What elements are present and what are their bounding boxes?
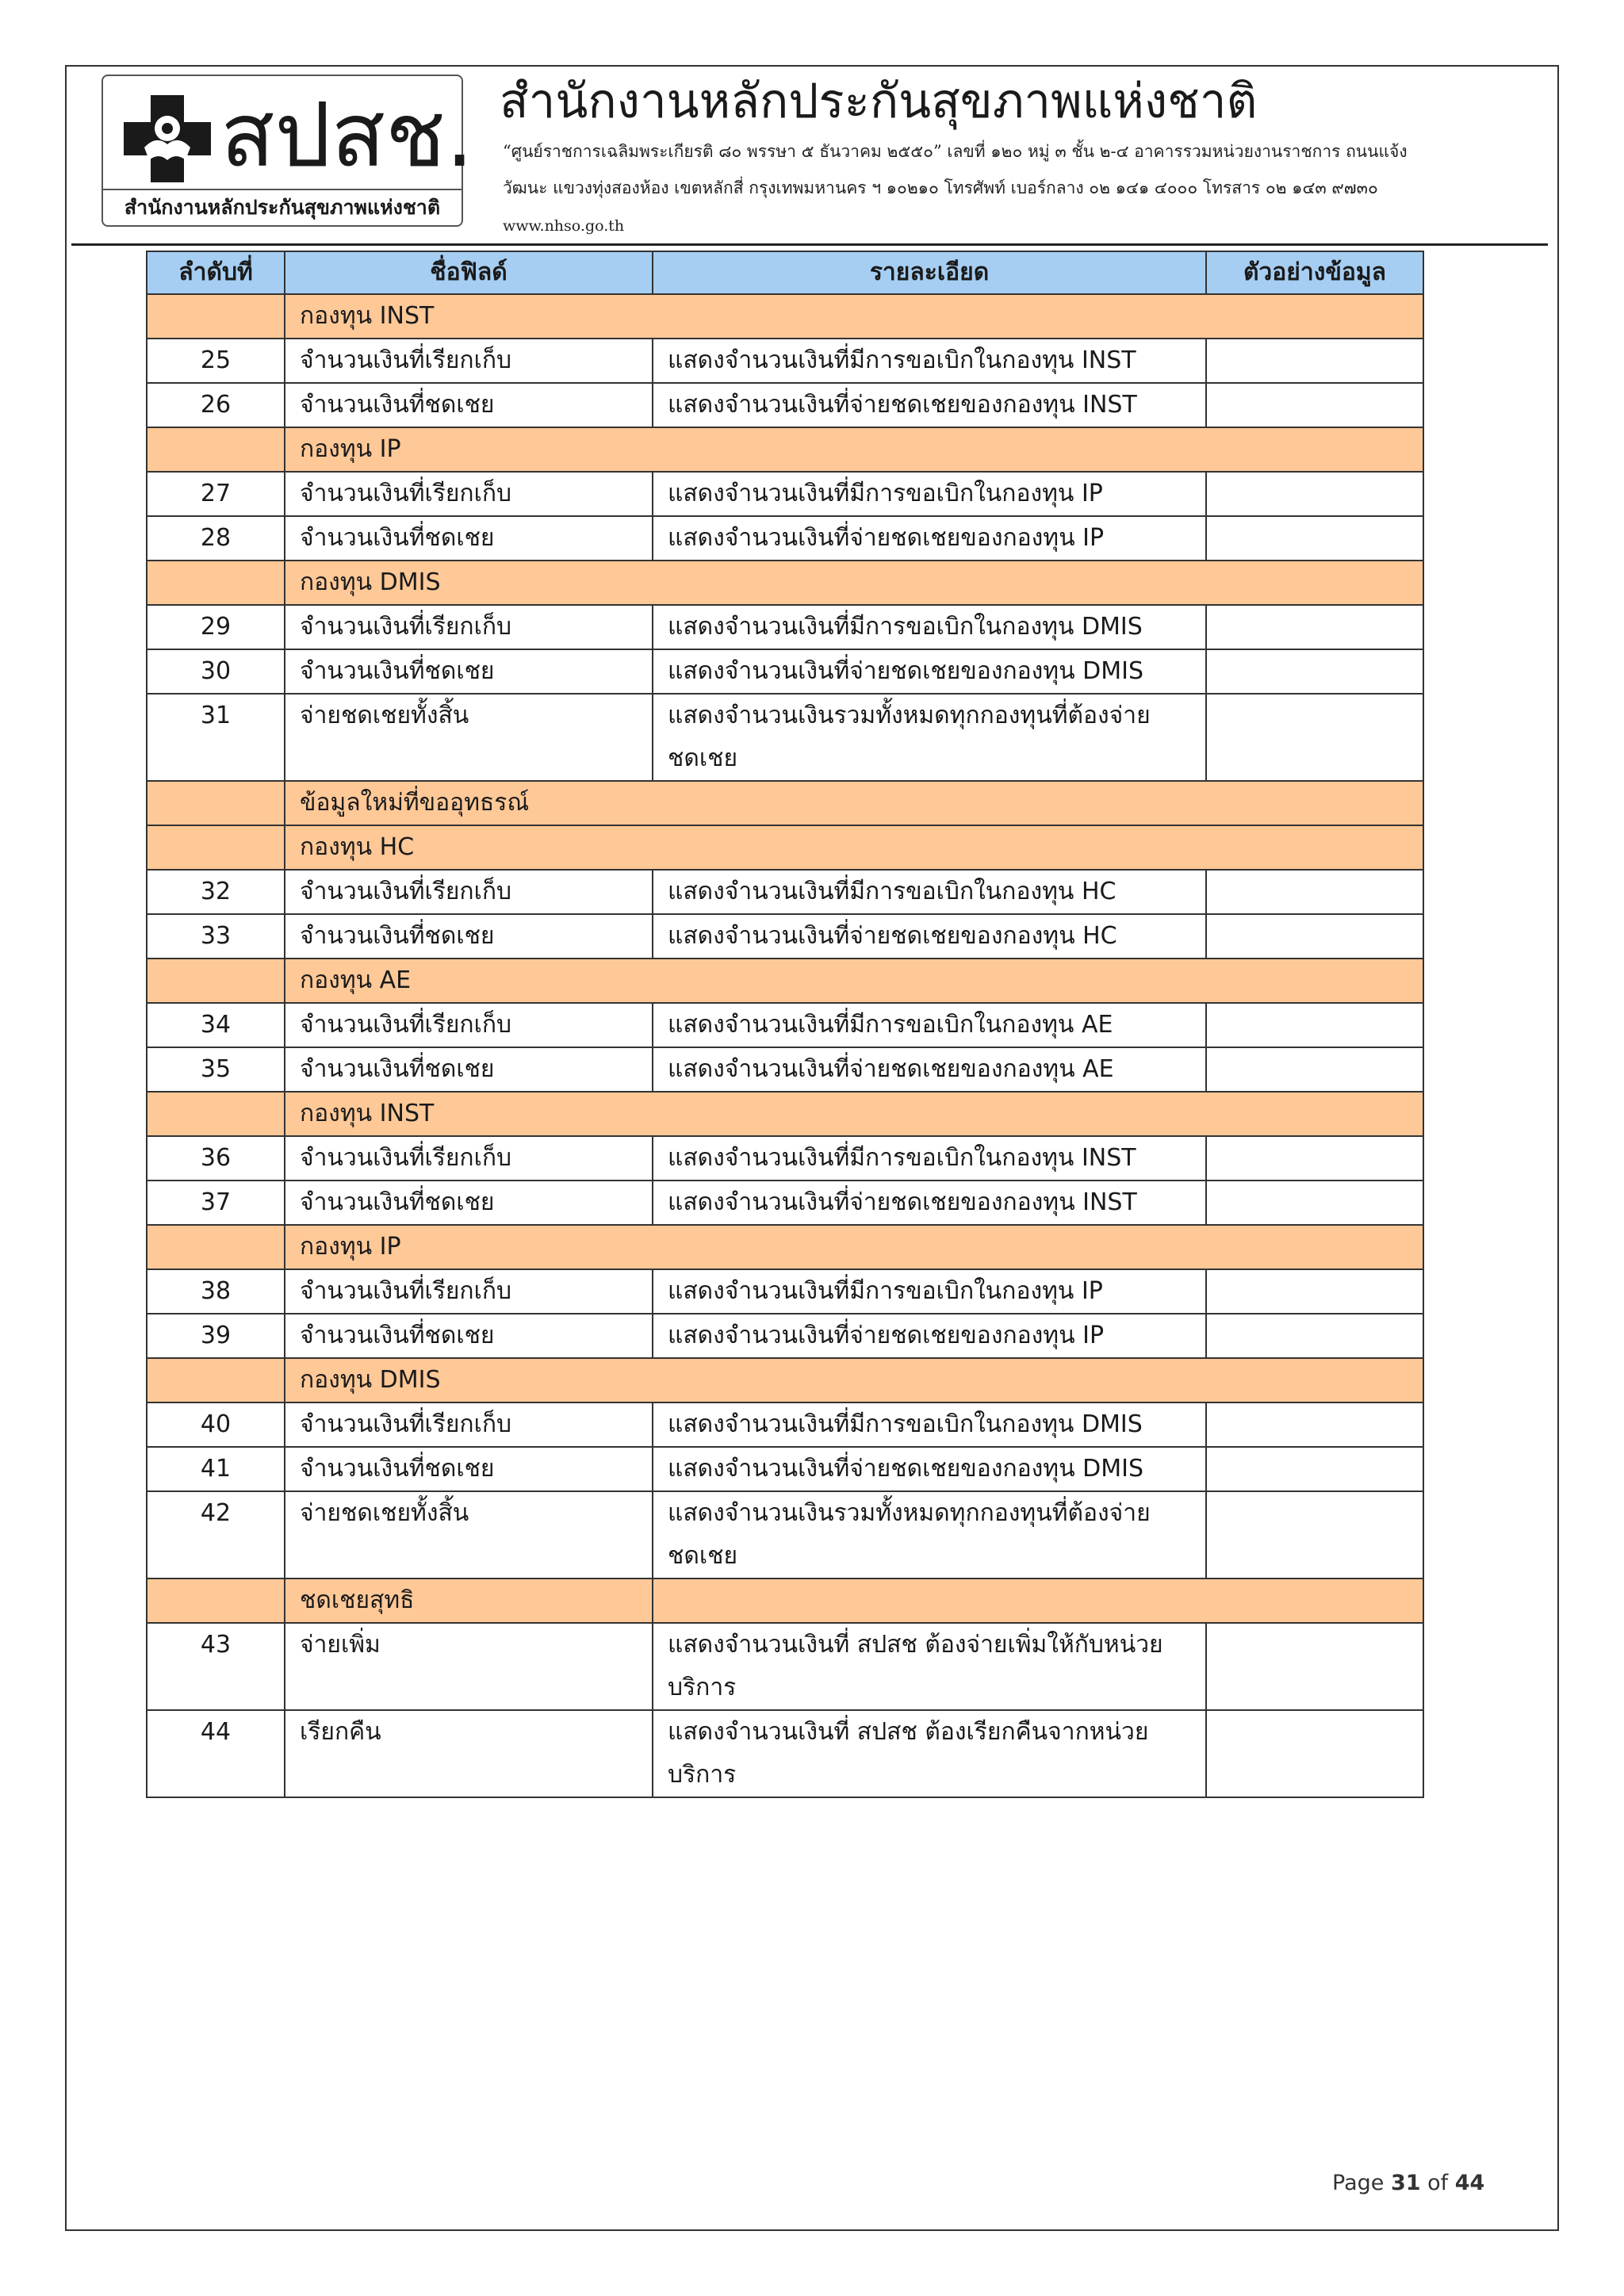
logo-caption: สำนักงานหลักประกันสุขภาพแห่งชาติ <box>103 189 462 225</box>
table-row <box>147 1491 1423 1578</box>
table-row <box>147 1047 1423 1092</box>
section-no-cell <box>147 1225 285 1269</box>
row-field-name: จำนวนเงินที่เรียกเก็บ <box>285 1136 653 1181</box>
col-header-desc: รายละเอียด <box>653 251 1206 294</box>
section-no-cell <box>147 1578 285 1623</box>
row-field-name: จำนวนเงินที่ชดเชย <box>285 1047 653 1092</box>
row-no: 43 <box>147 1623 285 1710</box>
row-description: แสดงจำนวนเงินที่จ่ายชดเชยของกองทุน INST <box>653 1181 1206 1225</box>
row-no: 41 <box>147 1447 285 1491</box>
row-example <box>1206 1269 1423 1314</box>
row-field-name: จ่ายเพิ่ม <box>285 1623 653 1710</box>
section-no-cell <box>147 1092 285 1136</box>
row-example <box>1206 1314 1423 1358</box>
row-example <box>1206 1447 1423 1491</box>
row-example <box>1206 1402 1423 1447</box>
row-no: 38 <box>147 1269 285 1314</box>
row-description: แสดงจำนวนเงินรวมทั้งหมดทุกกองทุนที่ต้องจ่ายชดเชย <box>653 1491 1206 1578</box>
row-no: 42 <box>147 1491 285 1578</box>
row-field-name: จำนวนเงินที่เรียกเก็บ <box>285 472 653 516</box>
section-desc-cell <box>653 1578 1423 1623</box>
col-header-no: ลำดับที่ <box>147 251 285 294</box>
table-row <box>147 516 1423 561</box>
table-section-row <box>147 1358 1423 1402</box>
row-description: แสดงจำนวนเงินที่มีการขอเบิกในกองทุน IP <box>653 1269 1206 1314</box>
table-row <box>147 1623 1423 1710</box>
table-section-row <box>147 781 1423 825</box>
row-description: แสดงจำนวนเงินรวมทั้งหมดทุกกองทุนที่ต้องจ่ายชดเชย <box>653 694 1206 781</box>
row-field-name: จ่ายชดเชยทั้งสิ้น <box>285 694 653 781</box>
row-example <box>1206 1710 1423 1797</box>
section-label: กองทุน DMIS <box>285 561 1423 605</box>
row-field-name: จำนวนเงินที่ชดเชย <box>285 1314 653 1358</box>
section-label: กองทุน INST <box>285 1092 1423 1136</box>
row-example <box>1206 1623 1423 1710</box>
section-no-cell <box>147 781 285 825</box>
row-description: แสดงจำนวนเงินที่จ่ายชดเชยของกองทุน IP <box>653 516 1206 561</box>
row-field-name: จำนวนเงินที่เรียกเก็บ <box>285 605 653 649</box>
row-description: แสดงจำนวนเงินที่จ่ายชดเชยของกองทุน HC <box>653 914 1206 959</box>
section-no-cell <box>147 427 285 472</box>
table-row <box>147 605 1423 649</box>
org-address-line1: “ศูนย์ราชการเฉลิมพระเกียรติ ๘๐ พรรษา ๕ ธันวาคม ๒๕๕๐” เลขที่ ๑๒๐ หมู่ ๓ ชั้น ๒-๔ อาคารรวมหน่วยงานราชการ ถนนแจ้ง <box>503 142 1408 161</box>
table-row <box>147 1181 1423 1225</box>
row-field-name: จำนวนเงินที่ชดเชย <box>285 914 653 959</box>
row-example <box>1206 1047 1423 1092</box>
row-field-name: จำนวนเงินที่เรียกเก็บ <box>285 1402 653 1447</box>
table-body <box>147 294 1423 1797</box>
logo-text: สปสช. <box>220 84 474 187</box>
field-definition-table <box>146 251 1424 1798</box>
row-description: แสดงจำนวนเงินที่จ่ายชดเชยของกองทุน DMIS <box>653 649 1206 694</box>
row-no: 33 <box>147 914 285 959</box>
nhso-cross-hands-icon <box>121 92 214 186</box>
row-example <box>1206 914 1423 959</box>
row-field-name: จ่ายชดเชยทั้งสิ้น <box>285 1491 653 1578</box>
row-field-name: จำนวนเงินที่เรียกเก็บ <box>285 1269 653 1314</box>
row-example <box>1206 516 1423 561</box>
row-no: 39 <box>147 1314 285 1358</box>
nhso-logo <box>102 75 474 227</box>
row-description: แสดงจำนวนเงินที่มีการขอเบิกในกองทุน IP <box>653 472 1206 516</box>
table-section-row <box>147 1225 1423 1269</box>
table-header-row <box>147 251 1423 294</box>
table-row <box>147 914 1423 959</box>
section-label: ข้อมูลใหม่ที่ขออุทธรณ์ <box>285 781 1423 825</box>
row-no: 44 <box>147 1710 285 1797</box>
row-description: แสดงจำนวนเงินที่จ่ายชดเชยของกองทุน INST <box>653 383 1206 427</box>
row-no: 30 <box>147 649 285 694</box>
row-description: แสดงจำนวนเงินที่ สปสช ต้องเรียกคืนจากหน่วยบริการ <box>653 1710 1206 1797</box>
section-no-cell <box>147 825 285 870</box>
row-description: แสดงจำนวนเงินที่มีการขอเบิกในกองทุน INST <box>653 339 1206 383</box>
row-description: แสดงจำนวนเงินที่จ่ายชดเชยของกองทุน AE <box>653 1047 1206 1092</box>
page-current: 31 <box>1390 2171 1421 2195</box>
page-number <box>1332 2169 1484 2198</box>
row-field-name: จำนวนเงินที่ชดเชย <box>285 1447 653 1491</box>
table-row <box>147 383 1423 427</box>
table-section-row <box>147 1092 1423 1136</box>
section-label: กองทุน IP <box>285 1225 1423 1269</box>
table-row <box>147 1136 1423 1181</box>
col-header-field: ชื่อฟิลด์ <box>285 251 653 294</box>
table-section-row <box>147 294 1423 339</box>
table-row <box>147 1447 1423 1491</box>
org-address-line2: วัฒนะ แขวงทุ่งสองห้อง เขตหลักสี่ กรุงเทพมหานคร ฯ ๑๐๒๑๐ โทรศัพท์ เบอร์กลาง ๐๒ ๑๔๑ ๔๐๐๐ โทรสาร ๐๒ ๑๔๓ ๙๗๓๐ <box>503 178 1378 197</box>
table-row <box>147 649 1423 694</box>
row-field-name: จำนวนเงินที่ชดเชย <box>285 383 653 427</box>
row-no: 29 <box>147 605 285 649</box>
page-prefix: Page <box>1332 2171 1385 2195</box>
row-field-name: จำนวนเงินที่ชดเชย <box>285 516 653 561</box>
row-example <box>1206 870 1423 914</box>
row-no: 25 <box>147 339 285 383</box>
row-field-name: จำนวนเงินที่ชดเชย <box>285 1181 653 1225</box>
row-example <box>1206 1491 1423 1578</box>
row-no: 37 <box>147 1181 285 1225</box>
table-section-row <box>147 825 1423 870</box>
row-description: แสดงจำนวนเงินที่จ่ายชดเชยของกองทุน DMIS <box>653 1447 1206 1491</box>
row-description: แสดงจำนวนเงินที่จ่ายชดเชยของกองทุน IP <box>653 1314 1206 1358</box>
section-no-cell <box>147 561 285 605</box>
row-no: 36 <box>147 1136 285 1181</box>
section-no-cell <box>147 294 285 339</box>
row-example <box>1206 649 1423 694</box>
row-no: 26 <box>147 383 285 427</box>
col-header-example: ตัวอย่างข้อมูล <box>1206 251 1423 294</box>
page-total: 44 <box>1454 2171 1485 2195</box>
row-description: แสดงจำนวนเงินที่ สปสช ต้องจ่ายเพิ่มให้กับหน่วยบริการ <box>653 1623 1206 1710</box>
table-row <box>147 339 1423 383</box>
table-row <box>147 1269 1423 1314</box>
row-example <box>1206 1003 1423 1047</box>
section-label: กองทุน AE <box>285 959 1423 1003</box>
row-no: 34 <box>147 1003 285 1047</box>
row-no: 28 <box>147 516 285 561</box>
table-row <box>147 1314 1423 1358</box>
row-example <box>1206 605 1423 649</box>
row-field-name: จำนวนเงินที่เรียกเก็บ <box>285 1003 653 1047</box>
row-example <box>1206 1181 1423 1225</box>
section-label: กองทุน IP <box>285 427 1423 472</box>
row-example <box>1206 1136 1423 1181</box>
row-no: 35 <box>147 1047 285 1092</box>
row-example <box>1206 694 1423 781</box>
row-example <box>1206 472 1423 516</box>
row-no: 40 <box>147 1402 285 1447</box>
org-name: สำนักงานหลักประกันสุขภาพแห่งชาติ <box>500 74 1258 129</box>
row-field-name: จำนวนเงินที่เรียกเก็บ <box>285 870 653 914</box>
table-section-row <box>147 427 1423 472</box>
row-field-name: จำนวนเงินที่ชดเชย <box>285 649 653 694</box>
section-no-cell <box>147 1358 285 1402</box>
section-label: กองทุน INST <box>285 294 1423 339</box>
header-divider <box>71 243 1548 246</box>
row-description: แสดงจำนวนเงินที่มีการขอเบิกในกองทุน DMIS <box>653 605 1206 649</box>
section-label: ชดเชยสุทธิ <box>285 1578 653 1623</box>
row-field-name: จำนวนเงินที่เรียกเก็บ <box>285 339 653 383</box>
row-no: 32 <box>147 870 285 914</box>
section-label: กองทุน DMIS <box>285 1358 1423 1402</box>
row-field-name: เรียกคืน <box>285 1710 653 1797</box>
row-description: แสดงจำนวนเงินที่มีการขอเบิกในกองทุน DMIS <box>653 1402 1206 1447</box>
section-no-cell <box>147 959 285 1003</box>
table-row <box>147 472 1423 516</box>
row-description: แสดงจำนวนเงินที่มีการขอเบิกในกองทุน HC <box>653 870 1206 914</box>
section-label: กองทุน HC <box>285 825 1423 870</box>
table-section-row <box>147 959 1423 1003</box>
row-no: 31 <box>147 694 285 781</box>
table-row <box>147 1402 1423 1447</box>
table-section-row <box>147 1578 1423 1623</box>
table-row <box>147 1710 1423 1797</box>
table-row <box>147 1003 1423 1047</box>
row-description: แสดงจำนวนเงินที่มีการขอเบิกในกองทุน AE <box>653 1003 1206 1047</box>
table-section-row <box>147 561 1423 605</box>
page-of: of <box>1427 2171 1449 2195</box>
row-description: แสดงจำนวนเงินที่มีการขอเบิกในกองทุน INST <box>653 1136 1206 1181</box>
org-website: www.nhso.go.th <box>503 217 625 235</box>
table-row <box>147 694 1423 781</box>
row-no: 27 <box>147 472 285 516</box>
row-example <box>1206 383 1423 427</box>
row-example <box>1206 339 1423 383</box>
table-row <box>147 870 1423 914</box>
